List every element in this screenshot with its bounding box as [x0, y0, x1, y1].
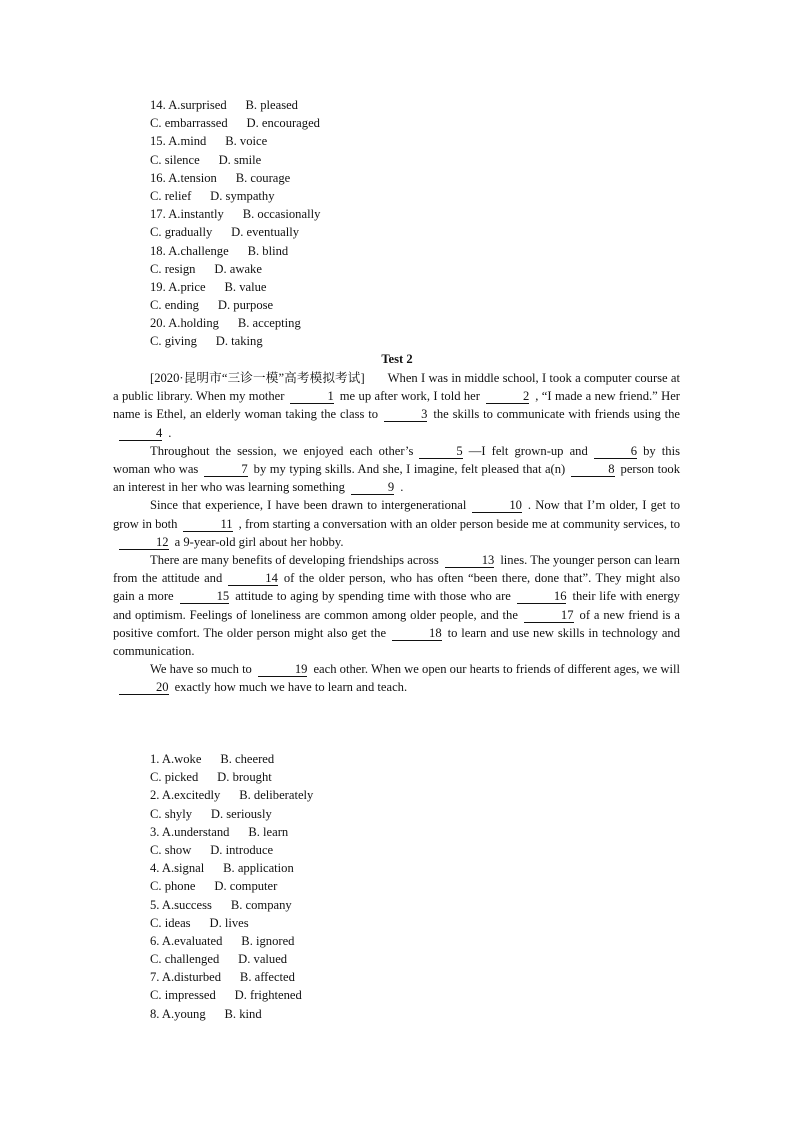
option-c: C. relief	[150, 188, 192, 203]
option-a: A.tension	[168, 170, 217, 185]
option-c: C. embarrassed	[150, 116, 228, 131]
option-line-cd	[150, 296, 320, 314]
option-d: D. sympathy	[210, 188, 275, 203]
question-number: 5	[150, 897, 157, 912]
blank: 6	[594, 444, 637, 459]
option-d: D. awake	[214, 261, 262, 276]
option-c: C. challenged	[150, 952, 220, 967]
option-c: C. resign	[150, 261, 196, 276]
option-line-ab: 6. A.evaluated B. ignored	[150, 933, 295, 948]
blank: 9	[351, 480, 394, 495]
option-a: A.mind	[168, 134, 207, 149]
passage-paragraph-1: [2020·昆明市“三诊一模”高考模拟考试] When I was in middle school, I took a computer course at a public library. When my mother 1 me up after work, I told her 2 , “I made a new friend.” Her name is Ethel, an elderly woman taking the class to 3 the skills to communicate with friends using the4 .	[113, 371, 681, 440]
option-c: C. shyly	[150, 806, 192, 821]
question-number: 4	[150, 861, 157, 876]
option-b: B. value	[224, 279, 267, 294]
option-a: A.signal	[161, 861, 205, 876]
option-c: C. ending	[150, 298, 199, 313]
option-line-cd	[150, 986, 313, 1004]
option-line-ab: 7. A.disturbed B. affected	[150, 970, 295, 985]
question-number: 7	[150, 970, 157, 985]
option-line-ab: 8. A.young B. kind	[150, 1006, 262, 1021]
blank: 3	[384, 407, 427, 422]
option-b: B. accepting	[237, 316, 301, 331]
options-list-top	[150, 96, 320, 351]
option-line-ab: 14. A.surprised B. pleased	[150, 98, 298, 112]
option-d: D. eventually	[231, 225, 300, 240]
blank: 7	[204, 462, 247, 477]
option-a: A.holding	[168, 316, 219, 331]
option-line-cd	[150, 223, 320, 241]
option-d: D. encouraged	[246, 116, 320, 131]
option-line-cd	[150, 768, 313, 786]
blank: 17	[524, 608, 574, 623]
passage-paragraph-3: Since that experience, I have been drawn to intergenerational 10 . Now that I’m older, I get to grow in both 11 , from starting a conversation with an older person beside me at community services, to12 a 9-year-old girl about her hobby.	[113, 498, 680, 549]
question-number: 3	[150, 824, 157, 839]
blank: 20	[119, 680, 169, 695]
option-b: B. blind	[247, 243, 289, 258]
option-c: C. show	[150, 842, 192, 857]
question-number: 16	[150, 170, 163, 185]
option-line-cd	[150, 260, 320, 278]
option-d: D. frightened	[234, 988, 302, 1003]
option-b: B. kind	[224, 1006, 262, 1021]
option-line-ab: 2. A.excitedly B. deliberately	[150, 788, 314, 803]
question-number: 1	[150, 752, 157, 766]
passage-paragraph-4: There are many benefits of developing friendships across 13 lines. The younger person can learn from the attitude and 14 of the older person, who has often “been there, done that”. They might also gain a more 15 attitude to aging by spending time with those who are 16 their life with energy and optimism. Feelings of loneliness are common among older people, and the 17 of a new friend is a positive comfort. The older person might also get the 18 to learn and use new skills in technology and communication.	[113, 553, 681, 659]
option-a: A.woke	[161, 752, 202, 766]
options-list-bottom	[150, 750, 313, 1023]
option-a: A.surprised	[168, 98, 227, 112]
option-line-ab: 18. A.challenge B. blind	[150, 243, 289, 258]
option-d: D. lives	[209, 915, 249, 930]
option-b: B. deliberately	[239, 788, 314, 803]
option-b: B. ignored	[241, 933, 295, 948]
question-number: 18	[150, 243, 163, 258]
option-a: A.instantly	[168, 207, 224, 222]
option-a: A.disturbed	[161, 970, 222, 985]
option-line-ab: 15. A.mind B. voice	[150, 134, 268, 149]
question-number: 2	[150, 788, 157, 803]
question-number: 8	[150, 1006, 157, 1021]
option-line-ab: 20. A.holding B. accepting	[150, 316, 301, 331]
option-b: B. affected	[239, 970, 295, 985]
option-line-ab: 3. A.understand B. learn	[150, 824, 289, 839]
question-number: 19	[150, 279, 163, 294]
option-line-ab: 5. A.success B. company	[150, 897, 292, 912]
option-d: D. seriously	[210, 806, 272, 821]
option-c: C. silence	[150, 152, 200, 167]
blank: 14	[228, 571, 278, 586]
option-b: B. occasionally	[242, 207, 321, 222]
option-b: B. cheered	[220, 752, 275, 766]
option-a: A.understand	[161, 824, 230, 839]
blank: 1	[290, 389, 333, 404]
option-line-ab: 17. A.instantly B. occasionally	[150, 207, 321, 222]
option-b: B. courage	[235, 170, 291, 185]
option-line-ab: 16. A.tension B. courage	[150, 170, 291, 185]
option-line-ab: 4. A.signal B. application	[150, 861, 294, 876]
option-a: A.challenge	[168, 243, 229, 258]
blank: 11	[183, 517, 232, 532]
blank: 13	[445, 553, 495, 568]
passage-paragraph-2: Throughout the session, we enjoyed each other’s 5 —I felt grown-up and 6 by this woman who was 7 by my typing skills. And she, I imagine, felt pleased that a(n) 8 person took an interest in her who was learning something 9 .	[113, 443, 680, 495]
option-d: D. purpose	[217, 298, 274, 313]
option-b: B. learn	[248, 824, 289, 839]
test-title: Test 2	[381, 352, 413, 366]
option-line-cd	[150, 187, 320, 205]
option-line-cd	[150, 877, 313, 895]
option-line-cd	[150, 805, 313, 823]
blank: 15	[180, 589, 230, 604]
option-c: C. picked	[150, 770, 199, 785]
passage-paragraph-5: We have so much to 19 each other. When we open our hearts to friends of different ages, we will20 exactly how much we have to learn and teach.	[113, 660, 680, 696]
option-c: C. gradually	[150, 225, 213, 240]
option-b: B. pleased	[245, 98, 298, 112]
option-d: D. taking	[215, 334, 263, 349]
option-line-ab: 1. A.woke B. cheered	[150, 752, 275, 766]
blank: 18	[392, 626, 442, 641]
option-line-cd	[150, 332, 320, 350]
option-line-ab: 19. A.price B. value	[150, 279, 267, 294]
option-b: B. company	[230, 897, 292, 912]
option-c: C. giving	[150, 334, 197, 349]
option-line-cd	[150, 914, 313, 932]
blank: 2	[486, 389, 529, 404]
blank: 19	[258, 662, 308, 677]
blank: 12	[119, 535, 169, 550]
blank: 8	[571, 462, 614, 477]
option-d: D. brought	[217, 770, 272, 785]
option-c: C. impressed	[150, 988, 216, 1003]
option-c: C. ideas	[150, 915, 191, 930]
blank: 16	[517, 589, 567, 604]
cloze-passage	[113, 369, 680, 697]
question-number: 20	[150, 316, 163, 331]
option-a: A.excitedly	[161, 788, 221, 803]
option-d: D. introduce	[210, 842, 274, 857]
option-a: A.price	[168, 279, 206, 294]
question-number: 14	[150, 98, 163, 112]
option-d: D. smile	[218, 152, 262, 167]
option-a: A.success	[161, 897, 212, 912]
option-line-cd	[150, 151, 320, 169]
option-line-cd	[150, 841, 313, 859]
source-label: [2020·昆明市“三诊一模”高考模拟考试]	[150, 371, 365, 385]
option-b: B. application	[223, 861, 294, 876]
option-a: A.evaluated	[161, 933, 223, 948]
question-number: 15	[150, 134, 163, 149]
option-line-cd	[150, 114, 320, 132]
blank: 10	[472, 498, 522, 513]
question-number: 17	[150, 207, 163, 222]
question-number: 6	[150, 933, 157, 948]
option-d: D. valued	[238, 952, 288, 967]
option-c: C. phone	[150, 879, 196, 894]
blank: 5	[419, 444, 462, 459]
option-b: B. voice	[225, 134, 268, 149]
option-d: D. computer	[214, 879, 278, 894]
option-line-cd	[150, 950, 313, 968]
blank: 4	[119, 426, 162, 441]
option-a: A.young	[161, 1006, 206, 1021]
